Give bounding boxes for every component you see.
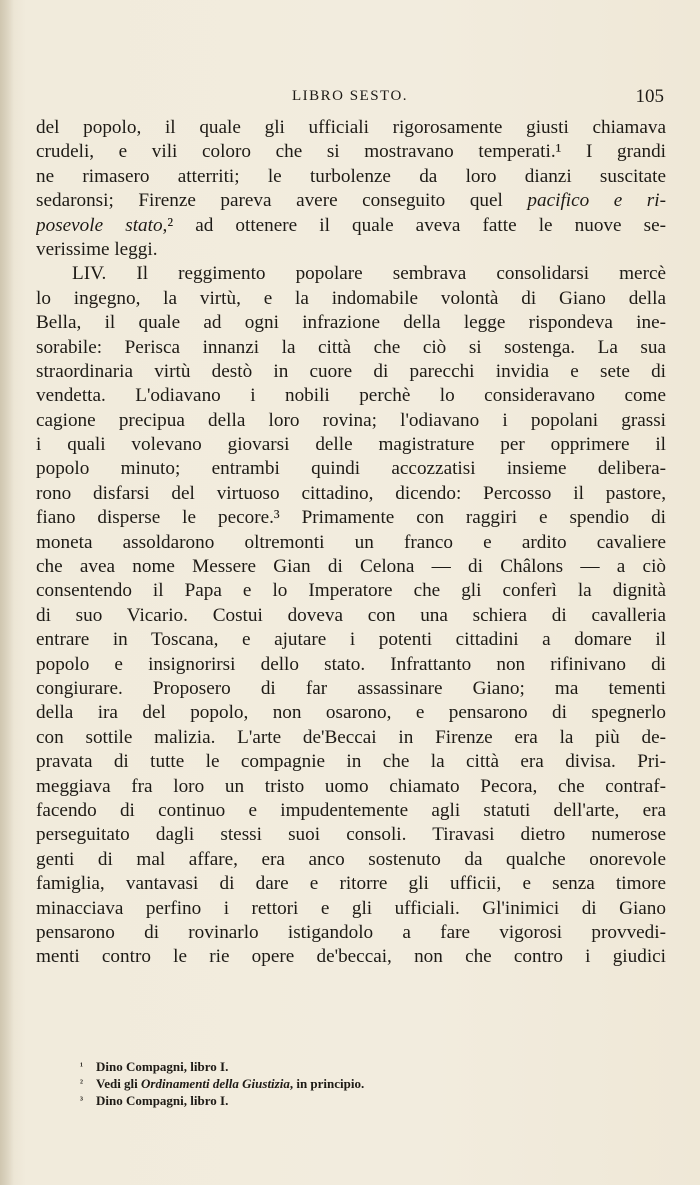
text-line-20: consentendo il Papa e lo Imperatore che gli conferì la dignità: [36, 580, 666, 602]
text-line-31: genti di mal affare, era anco sostenuto da qualche onorevole: [36, 848, 666, 870]
text-line-5-italic: posevole stato: [36, 214, 163, 236]
text-line-5: [36, 214, 666, 238]
text-line-4-italic: pacifico e ri-: [527, 190, 666, 212]
text-line-22: entrare in Toscana, e ajutare i potenti cittadini a domare il: [36, 629, 666, 651]
text-line-4: [36, 189, 666, 213]
text-line-13: cagione precipua della loro rovina; l'odiavano i popolani grassi: [36, 409, 666, 431]
text-line-23: popolo e insignorirsi dello stato. Infrattanto non rifinivano di: [36, 653, 666, 675]
body-text: [36, 116, 666, 970]
footnotes: [80, 1058, 600, 1109]
footnote-text-before: Vedi gli: [96, 1076, 142, 1091]
text-line-30: perseguitato dagli stessi suoi consoli. Tiravasi dietro numerose: [36, 824, 666, 846]
text-line-33: minacciava perfino i rettori e gli ufficiali. Gl'inimici di Giano: [36, 897, 666, 919]
text-line-17: fiano disperse le pecore.³ Primamente con raggiri e spendio di: [36, 507, 666, 529]
footnote-marker: ²: [80, 1078, 83, 1089]
text-line-26: con sottile malizia. L'arte de'Beccai in Firenze era la più de-: [36, 726, 666, 748]
text-line-11: straordinaria virtù destò in cuore di parecchi invidia e sete di: [36, 360, 666, 382]
text-line-1: del popolo, il quale gli ufficiali rigorosamente giusti chiamava: [36, 117, 666, 138]
text-line-32: famiglia, vantavasi di dare e ritorre gli ufficii, e senza timore: [36, 873, 666, 895]
text-line-16: rono disfarsi del virtuoso cittadino, dicendo: Percosso il pastore,: [36, 482, 666, 504]
footnote-3: [80, 1092, 600, 1109]
text-line-27: pravata di tutte le compagnie in che la città era divisa. Pri-: [36, 751, 666, 773]
footnote-text-after: , in principio.: [289, 1076, 365, 1091]
footnote-2: [80, 1075, 600, 1092]
text-line-14: i quali volevano giovarsi delle magistrature per opprimere il: [36, 434, 666, 456]
text-line-9: Bella, il quale ad ogni infrazione della legge rispondeva ine-: [36, 312, 666, 334]
text-line-15: popolo minuto; entrambi quindi accozzatisi insieme delibera-: [36, 458, 666, 480]
text-line-7: LIV. Il reggimento popolare sembrava consolidarsi mercè: [72, 263, 666, 285]
text-line-29: facendo di continuo e impudentemente agli statuti dell'arte, era: [36, 799, 666, 821]
footnote-1: [80, 1058, 600, 1075]
text-line-24: congiurare. Proposero di far assassinare Giano; ma tementi: [36, 677, 666, 699]
text-line-5-roman: ,² ad ottenere il quale aveva fatte le nuove se-: [162, 214, 666, 236]
text-line-8: lo ingegno, la virtù, e la indomabile volontà di Giano della: [36, 287, 666, 309]
text-line-3: ne rimasero atterriti; le turbolenze da loro dianzi suscitate: [36, 165, 666, 187]
text-line-21: di suo Vicario. Costui doveva con una schiera di cavalleria: [36, 604, 666, 626]
footnote-text: Dino Compagni, libro I.: [96, 1093, 229, 1108]
text-line-19: che avea nome Messere Gian di Celona — di Châlons — a ciò: [36, 556, 666, 578]
text-line-28: meggiava fra loro un tristo uomo chiamato Pecora, che contraf-: [36, 775, 666, 797]
text-line-18: moneta assoldarono oltremonti un franco e ardito cavaliere: [36, 531, 666, 553]
footnote-marker: ³: [80, 1095, 83, 1106]
text-line-6: verissime leggi.: [36, 238, 158, 260]
footnote-marker: ¹: [80, 1061, 83, 1072]
text-line-34: pensarono di rovinarlo istigandolo a fare vigorosi provvedi-: [36, 921, 666, 943]
text-line-35: menti contro le rie opere de'beccai, non che contro i giudici: [36, 946, 666, 968]
page-spine-shadow: [0, 0, 14, 1185]
page-header: [36, 86, 664, 110]
footnote-title: Ordinamenti della Giustizia: [141, 1076, 290, 1091]
footnote-text: Dino Compagni, libro I.: [96, 1059, 229, 1074]
text-line-10: sorabile: Perisca innanzi la città che ciò si sostenga. La sua: [36, 336, 666, 358]
text-line-4-roman: sedaronsi; Firenze pareva avere conseguito quel: [36, 190, 528, 212]
text-line-2: crudeli, e vili coloro che si mostravano temperati.¹ I grandi: [36, 141, 666, 163]
text-line-12: vendetta. L'odiavano i nobili perchè lo consideravano come: [36, 385, 666, 407]
page-number: 105: [635, 86, 664, 107]
running-head: LIBRO SESTO.: [291, 88, 409, 104]
text-line-25: della ira del popolo, non osarono, e pensarono di spegnerlo: [36, 702, 666, 724]
